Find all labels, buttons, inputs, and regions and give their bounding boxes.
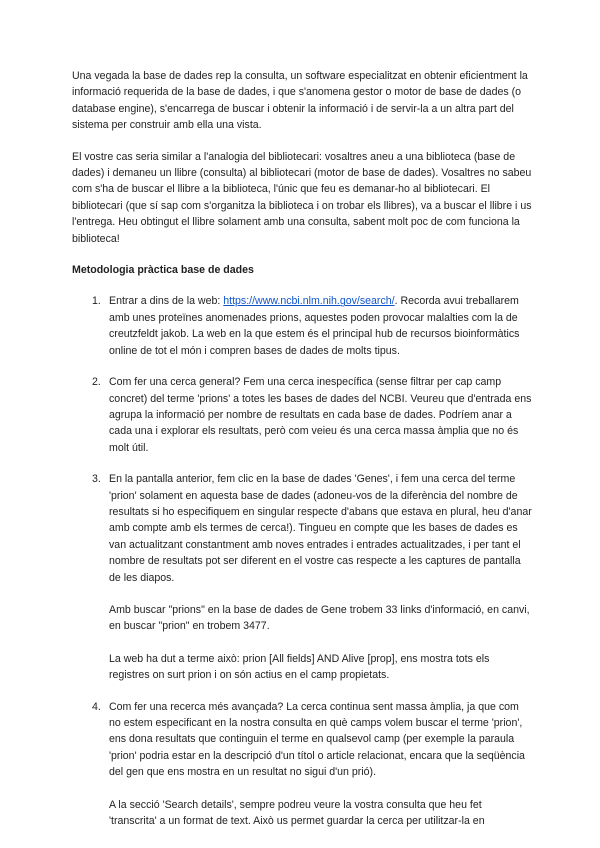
list-number: 1. [92,295,101,308]
list-item-subparagraph: Amb buscar "prions" en la base de dades de Gene trobem 33 links d'informació, en canvi, en buscar "prion" en trobem 3477. [109,603,530,633]
list-number: 2. [92,376,101,389]
list-item-subparagraph: La web ha dut a terme això: prion [All fields] AND Alive [prop], ens mostra tots els registres on surt prion i on són actius en el camp propietats. [109,652,490,682]
intro-paragraph-2: El vostre cas seria similar a l'analogia del bibliotecari: vosaltres aneu a una biblioteca (base de dades) i demaneu un llibre (consulta) al bibliotecari (motor de base de dades). Vosaltres no sabeu com s'ha de buscar el llibre a la biblioteca, l'únic que feu es demanar-ho al bibliotecari. El bibliotecari (que sí sap com s'organitza la biblioteca i on trobar els llibres), va a buscar el llibre i us l'entrega. Heu obtingut el llibre solament amb una consulta, sabent molt poc de com funciona la biblioteca! [72,150,532,245]
list-number: 3. [92,473,101,486]
section-heading: Metodologia pràctica base de dades [72,264,254,277]
list-item-text: Com fer una cerca general? Fem una cerca inespecífica (sense filtrar per cap camp concret) del terme 'prions' a totes les bases de dades del NCBI. Veureu que d'entrada ens agrupa la informació per nombre de resultats en cada base de dades. Podríem anar a cada una i explorar els resultats, però com veieu és una cerca massa àmplia que no és molt útil. [109,376,532,454]
list-item-3 [72,471,532,683]
document-page [72,68,532,844]
list-item-text-before: Entrar a dins de la web: [109,295,224,308]
intro-paragraph-1: Una vegada la base de dades rep la consulta, un software especialitzat en obtenir eficientment la informació requerida de la base de dades, i que s'anomena gestor o motor de base de dades (o database engine), s'encarrega de buscar i obtenir la informació i de servir-la a un altra part del sistema per construir amb ella una vista. [72,70,528,132]
list-item-4 [72,699,532,830]
list-item-subparagraph: A la secció 'Search details', sempre podreu veure la vostra consulta que heu fet 'transcrita' a un format de text. Això us permet guardar la cerca per utilitzar-la en [109,798,485,828]
list-number: 4. [92,700,101,713]
list-item-text: Com fer una recerca més avançada? La cerca continua sent massa àmplia, ja que com no estem especificant en la nostra consulta en què camps volem buscar el terme 'prion', ens dona resultats que continguin el terme en qualsevol camp (per exemple la paraula 'prion' podria estar en la descripció d'un títol o article relacionat, encara que la seqüència del gen que ens mostra en un resultat no sigui d'un prió). [109,700,525,779]
list-item-text [109,293,532,359]
list-item-text-after: . Recorda avui treballarem amb unes proteïnes anomenades prions, aquestes poden provocar malalties com la de creutzfeldt jakob. La web en la que estem és el principal hub de recursos bioinformàtics online de tot el món i compren bases de dades de molts tipus. [109,295,520,357]
list-item-1 [72,293,532,359]
ncbi-link[interactable]: https://www.ncbi.nlm.nih.gov/search/ [223,295,395,308]
steps-list [72,293,532,829]
list-item-text: En la pantalla anterior, fem clic en la base de dades 'Genes', i fem una cerca del terme 'prion' solament en aquesta base de dades (adoneu-vos de la diferència del nombre de resultats si ho especifiquem en singular respecte d'abans que estava en plural, heu d'anar amb compte amb els termes de cerca!). Tingueu en compte que les bases de dades es van actualitzant constantment amb noves entrades i entrades actualitzades, i per tant el nombre de resultats pot ser diferent en el vostre cas respecte a les captures de pantalla de les diapos. [109,473,532,584]
list-item-2 [72,374,532,456]
